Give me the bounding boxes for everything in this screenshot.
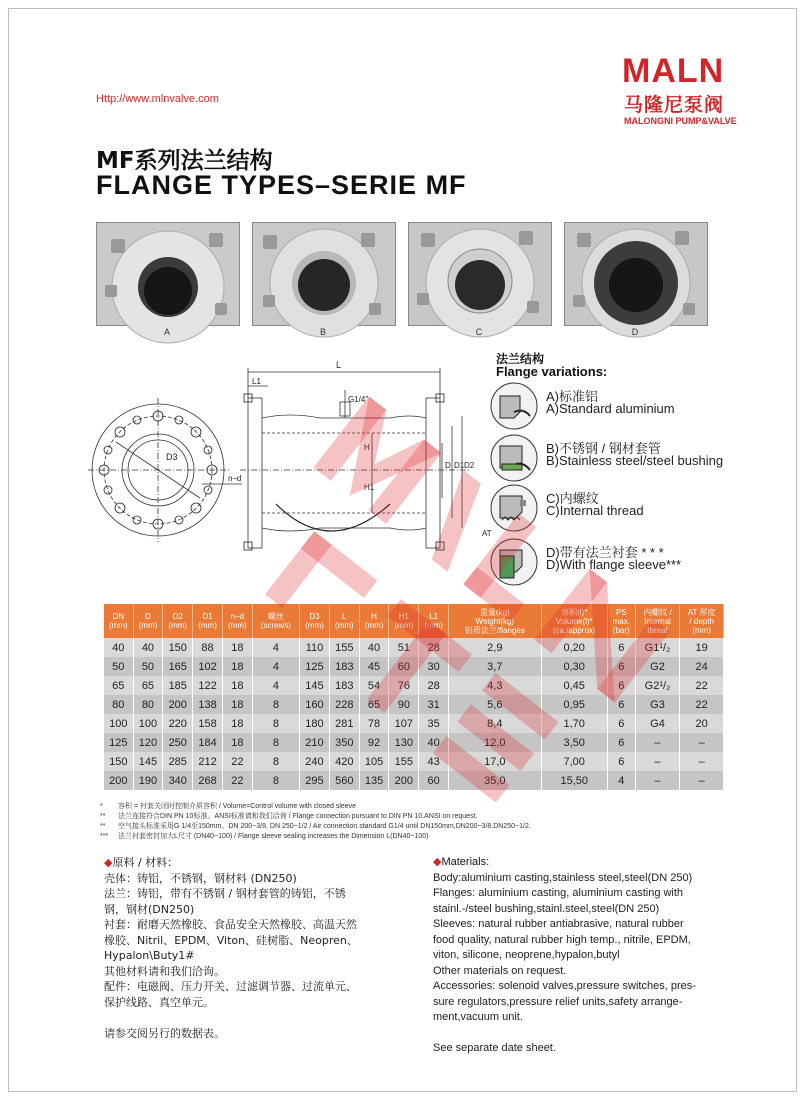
label-h: H <box>364 443 370 452</box>
label-h1: H1 <box>364 483 375 492</box>
table-cell: 6 <box>607 638 635 657</box>
table-cell: 8,4 <box>449 714 542 733</box>
table-cell: 183 <box>329 676 359 695</box>
footnote-line: * 容积 = 衬套关闭时控制介质容积 / Volume=Control volume with closed sleeve <box>100 803 357 810</box>
table-cell: 138 <box>193 695 223 714</box>
table-cell: 102 <box>193 657 223 676</box>
table-header-cell: D (mm) <box>133 604 163 638</box>
table-cell: 340 <box>163 771 193 790</box>
table-cell: 160 <box>300 695 330 714</box>
table-header-cell: L1 (mm) <box>419 604 449 638</box>
table-cell: 50 <box>133 657 163 676</box>
table-cell: 281 <box>329 714 359 733</box>
table-cell: 20 <box>680 714 724 733</box>
table-row <box>104 771 724 790</box>
table-cell: 0,20 <box>541 638 607 657</box>
table-cell: 0,95 <box>541 695 607 714</box>
table-cell: 2,9 <box>449 638 542 657</box>
table-header-cell: D2 (mm) <box>163 604 193 638</box>
variation-b-section-icon <box>490 434 538 482</box>
materials-line: Hypalon\Buty1# <box>104 949 195 962</box>
table-cell: 183 <box>329 657 359 676</box>
table-cell: 145 <box>133 752 163 771</box>
table-cell: 22 <box>222 752 252 771</box>
photo-caption-c: C <box>475 327 483 337</box>
table-cell: 92 <box>359 733 389 752</box>
table-cell: G4 <box>635 714 680 733</box>
label-nd: n–d <box>228 474 242 483</box>
label-d3: D3 <box>166 452 178 462</box>
materials-line: 法兰：铸铝，带有不锈钢 / 钢材套管的铸铝，不锈 <box>104 887 346 900</box>
label-l: L <box>336 360 342 370</box>
table-row <box>104 733 724 752</box>
brand-logo <box>616 52 756 132</box>
label-l1: L1 <box>252 377 261 386</box>
table-cell: 135 <box>359 771 389 790</box>
materials-line: stainl.-/steel bushing,stainl.steel,steel(DN 250) <box>433 902 660 915</box>
table-cell: 35,0 <box>449 771 542 790</box>
table-cell: 18 <box>222 714 252 733</box>
table-cell: 155 <box>389 752 419 771</box>
variations-title-en: Flange variations: <box>496 364 608 379</box>
table-header-cell: H1 (mm) <box>389 604 419 638</box>
table-cell: 110 <box>300 638 330 657</box>
table-cell: 268 <box>193 771 223 790</box>
table-cell: 50 <box>104 657 133 676</box>
table-cell: 4 <box>252 676 299 695</box>
page-title-english: FLANGE TYPES–SERIE MF <box>96 170 467 200</box>
table-cell: 125 <box>104 733 133 752</box>
table-cell: 4 <box>252 657 299 676</box>
table-header-cell: 螺丝 (screws) <box>252 604 299 638</box>
table-cell: 107 <box>389 714 419 733</box>
table-header-cell: DN (mm) <box>104 604 133 638</box>
variation-a-cn: A)标准铝 <box>546 389 599 404</box>
table-cell: – <box>680 771 724 790</box>
variation-d <box>490 538 720 588</box>
materials-line: 橡胶、Nitril、EPDM、Viton、硅树脂、Neopren、 <box>104 933 358 947</box>
table-cell: 210 <box>300 733 330 752</box>
table-cell: 40 <box>133 638 163 657</box>
table-cell: G3 <box>635 695 680 714</box>
table-row <box>104 714 724 733</box>
table-header-cell: n–d (mm) <box>222 604 252 638</box>
materials-cn-heading: ◆原料 / 材料： <box>104 856 179 869</box>
table-cell: 65 <box>359 695 389 714</box>
table-cell: 90 <box>389 695 419 714</box>
table-header-row <box>104 604 724 638</box>
materials-line: food quality, natural rubber high temp., nitrile, EPDM, <box>433 933 691 946</box>
table-cell: – <box>635 752 680 771</box>
table-cell: 19 <box>680 638 724 657</box>
table-cell: 228 <box>329 695 359 714</box>
table-cell: 18 <box>222 676 252 695</box>
table-cell: 45 <box>359 657 389 676</box>
materials-line: See separate date sheet. <box>433 1042 556 1054</box>
table-cell: 184 <box>193 733 223 752</box>
materials-english <box>433 855 733 1057</box>
table-cell: 17,0 <box>449 752 542 771</box>
table-cell: 190 <box>133 771 163 790</box>
table-cell: 122 <box>193 676 223 695</box>
table-row <box>104 657 724 676</box>
table-cell: 3,50 <box>541 733 607 752</box>
table-cell: 22 <box>680 676 724 695</box>
table-cell: 28 <box>419 676 449 695</box>
footnote-line: ** 空气接头标准采用G 1/4至150mm。DN 200~3/8, DN 250~1/2 / Air connection standard G1/4 until DN150mm,DN200~3/8,DN250~1/2. <box>100 823 531 830</box>
table-cell: 7,00 <box>541 752 607 771</box>
table-cell: 6 <box>607 714 635 733</box>
label-d1: D1 <box>454 461 465 470</box>
variation-d-cn: D)带有法兰衬套 * * * <box>546 545 664 560</box>
label-at: AT <box>482 529 492 538</box>
table-cell: 40 <box>359 638 389 657</box>
table-cell: 350 <box>329 733 359 752</box>
table-cell: 5,6 <box>449 695 542 714</box>
table-cell: 6 <box>607 676 635 695</box>
table-cell: 12,0 <box>449 733 542 752</box>
table-cell: 4,3 <box>449 676 542 695</box>
diamond-bullet-icon: ◆ <box>433 856 442 868</box>
logo-english-name: MALONGNI PUMP&VALVE <box>624 116 737 126</box>
table-cell: 43 <box>419 752 449 771</box>
table-cell: 40 <box>104 638 133 657</box>
materials-line: 钢，钢材(DN250) <box>104 902 195 916</box>
logo-wordmark: MALN <box>622 52 725 90</box>
table-cell: 24 <box>680 657 724 676</box>
table-row <box>104 676 724 695</box>
table-cell: 165 <box>163 657 193 676</box>
variations-title-cn: 法兰结构 <box>496 352 545 366</box>
table-cell: 200 <box>104 771 133 790</box>
table-cell: 220 <box>163 714 193 733</box>
page-title-chinese: MF系列法兰结构 <box>96 148 273 174</box>
table-cell: 8 <box>252 752 299 771</box>
table-cell: 8 <box>252 695 299 714</box>
table-cell: 200 <box>389 771 419 790</box>
table-cell: 80 <box>133 695 163 714</box>
materials-line: Body:aluminium casting,stainless steel,steel(DN 250) <box>433 871 693 884</box>
variation-b-cn: B)不锈钢 / 钢材套管 <box>546 441 661 456</box>
table-cell: 285 <box>163 752 193 771</box>
label-g: G1/4" <box>348 395 369 404</box>
table-cell: – <box>635 733 680 752</box>
table-cell: 158 <box>193 714 223 733</box>
table-cell: 4 <box>607 771 635 790</box>
table-cell: 65 <box>133 676 163 695</box>
table-cell: 8 <box>252 733 299 752</box>
table-cell: 8 <box>252 771 299 790</box>
table-cell: 80 <box>104 695 133 714</box>
table-cell: 30 <box>419 657 449 676</box>
table-cell: 18 <box>222 733 252 752</box>
table-row <box>104 695 724 714</box>
table-cell: 6 <box>607 752 635 771</box>
table-cell: 0,30 <box>541 657 607 676</box>
footnote-line: *** 法兰衬套密封加大L尺寸 (DN40~100) / Flange sleeve sealing increases the Dimension L(DN40~100) <box>100 833 429 840</box>
specification-table <box>104 604 724 790</box>
table-cell: 180 <box>300 714 330 733</box>
table-cell: 240 <box>300 752 330 771</box>
table-cell: 15,50 <box>541 771 607 790</box>
table-cell: 28 <box>419 638 449 657</box>
table-cell: 40 <box>419 733 449 752</box>
table-cell: 3,7 <box>449 657 542 676</box>
table-header-cell: H (mm) <box>359 604 389 638</box>
table-cell: 76 <box>389 676 419 695</box>
table-header-cell: L (mm) <box>329 604 359 638</box>
table-cell: 100 <box>104 714 133 733</box>
table-cell: G2 <box>635 657 680 676</box>
materials-line: ment,vacuum unit. <box>433 1011 523 1023</box>
table-cell: 35 <box>419 714 449 733</box>
table-cell: 155 <box>329 638 359 657</box>
table-cell: 18 <box>222 695 252 714</box>
table-cell: 8 <box>252 714 299 733</box>
variation-c-section-icon <box>490 484 538 532</box>
table-cell: 250 <box>163 733 193 752</box>
table-cell: 145 <box>300 676 330 695</box>
table-cell: 6 <box>607 733 635 752</box>
table-cell: 150 <box>104 752 133 771</box>
photo-caption-b: B <box>319 327 326 337</box>
table-cell: 4 <box>252 638 299 657</box>
table-cell: 60 <box>419 771 449 790</box>
table-cell: 31 <box>419 695 449 714</box>
table-cell: 0,45 <box>541 676 607 695</box>
materials-line: 衬套：耐磨天然橡胶、食品安全天然橡胶、高温天然 <box>104 918 357 931</box>
table-cell: 560 <box>329 771 359 790</box>
table-cell: 18 <box>222 657 252 676</box>
materials-line <box>433 1026 733 1042</box>
table-header-cell: AT 厚度 / depth (mm) <box>680 604 724 638</box>
table-cell: – <box>635 771 680 790</box>
table-cell: 60 <box>389 657 419 676</box>
table-cell: 18 <box>222 638 252 657</box>
materials-line: sure regulators,pressure relief units,safety arrange- <box>433 995 683 1008</box>
flange-photo-a <box>96 222 240 326</box>
table-cell: 1,70 <box>541 714 607 733</box>
table-cell: 65 <box>104 676 133 695</box>
table-cell: 105 <box>359 752 389 771</box>
variation-a-section-icon <box>490 382 538 430</box>
table-cell: 120 <box>133 733 163 752</box>
table-cell: 125 <box>300 657 330 676</box>
logo-chinese-name: 马隆尼泵阀 <box>624 94 725 116</box>
flange-photo-d <box>564 222 708 326</box>
table-header-cell: 重量(kg) Weight(kg) 铝质法兰/flanges <box>449 604 542 638</box>
variation-d-en: D)With flange sleeve*** <box>546 557 682 572</box>
photo-caption-d: D <box>631 327 639 337</box>
materials-en-heading: ◆Materials: <box>433 856 490 868</box>
table-cell: 150 <box>163 638 193 657</box>
table-row <box>104 638 724 657</box>
footnote-line: ** 法兰连接符合DIN PN 10标准。ANSI标准请和我们洽询 / Flange connection pursuant to DIN PN 10.ANSI on request. <box>100 813 478 820</box>
table-cell: 295 <box>300 771 330 790</box>
variation-b-en: B)Stainless steel/steel bushing <box>546 453 724 468</box>
materials-line: 壳体：铸铝，不锈钢，钢材料 (DN250) <box>104 871 297 885</box>
variation-a <box>490 382 720 432</box>
table-cell: G2¹/₂ <box>635 676 680 695</box>
diamond-bullet-icon: ◆ <box>104 856 113 869</box>
table-cell: – <box>680 733 724 752</box>
table-header-cell: D3 (mm) <box>300 604 330 638</box>
technical-drawing <box>90 358 490 568</box>
table-cell: 78 <box>359 714 389 733</box>
flange-photo-c <box>408 222 552 326</box>
table-cell: 6 <box>607 657 635 676</box>
variation-a-en: A)Standard aluminium <box>546 401 675 416</box>
table-cell: 185 <box>163 676 193 695</box>
front-view <box>88 398 242 542</box>
materials-chinese <box>104 855 394 1041</box>
table-cell: 51 <box>389 638 419 657</box>
photo-caption-a: A <box>163 327 170 337</box>
table-header-cell: 内螺纹 / Internal threat <box>635 604 680 638</box>
table-header-cell: 容积(l)* Volume(l)* (ca./approx) <box>541 604 607 638</box>
table-cell: – <box>680 752 724 771</box>
materials-line: Sleeves: natural rubber antiabrasive, natural rubber <box>433 918 684 930</box>
table-cell: 88 <box>193 638 223 657</box>
materials-line: Accessories: solenoid valves,pressure switches, pres- <box>433 980 696 992</box>
variation-d-section-icon <box>490 538 538 586</box>
table-cell: 212 <box>193 752 223 771</box>
variation-c <box>490 484 720 534</box>
materials-line: Other materials on request. <box>433 964 567 977</box>
table-cell: 130 <box>389 733 419 752</box>
flange-photo-b <box>252 222 396 326</box>
variation-b <box>490 434 724 484</box>
variation-c-cn: C)内螺纹 <box>546 491 599 506</box>
table-cell: 22 <box>680 695 724 714</box>
website-url[interactable]: Http://www.mlnvalve.com <box>96 93 219 105</box>
label-d2: D2 <box>464 461 475 470</box>
label-d: D <box>445 461 451 470</box>
table-header-cell: PS max. (bar) <box>607 604 635 638</box>
variation-c-en: C)Internal thread <box>546 503 644 518</box>
table-cell: 200 <box>163 695 193 714</box>
materials-line: Flanges: aluminium casting, aluminium casting with <box>433 887 684 899</box>
table-cell: G1¹/₂ <box>635 638 680 657</box>
materials-line: viton, silicone, neoprene,hypalon,butyl <box>433 949 620 961</box>
materials-line: 其他材料请和我们洽询。 <box>104 964 225 978</box>
materials-line: 请参交阅另行的数据表。 <box>104 1026 225 1040</box>
materials-line: 配件：电磁阀、压力开关、过滤调节器、过流单元、 <box>104 980 357 993</box>
footnotes <box>100 802 531 842</box>
table-cell: 100 <box>133 714 163 733</box>
materials-line: 保护线路、真空单元。 <box>104 995 214 1009</box>
table-cell: 54 <box>359 676 389 695</box>
table-cell: 420 <box>329 752 359 771</box>
table-row <box>104 752 724 771</box>
table-cell: 22 <box>222 771 252 790</box>
table-header-cell: D1 (mm) <box>193 604 223 638</box>
materials-line <box>104 1010 394 1026</box>
table-cell: 6 <box>607 695 635 714</box>
